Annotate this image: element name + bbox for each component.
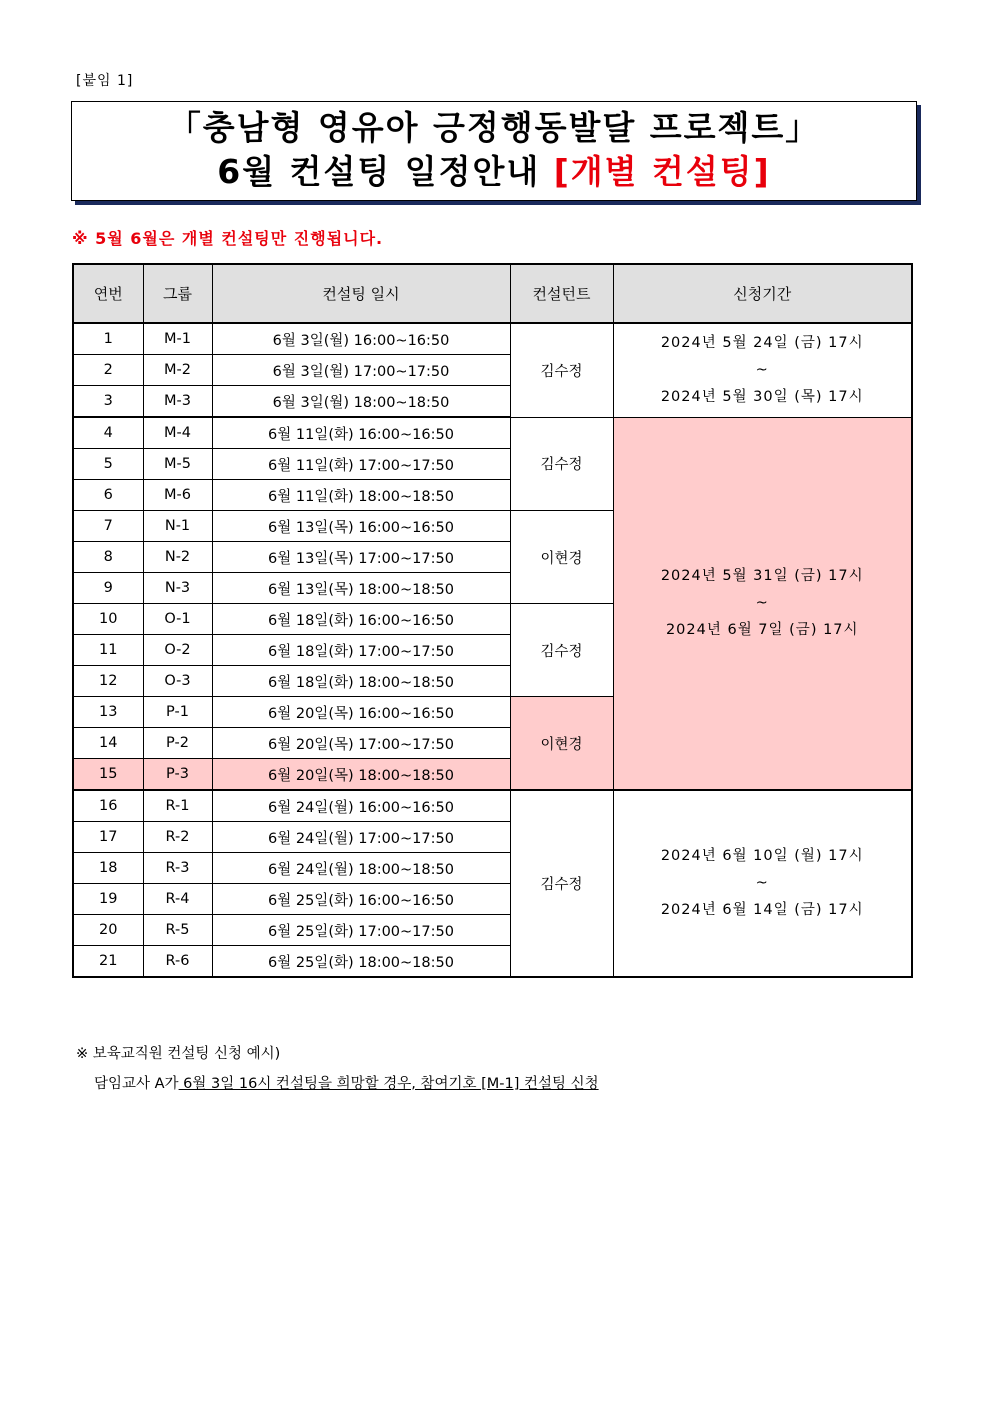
- header-datetime: 컨설팅 일시: [212, 264, 510, 323]
- cell-no: 4: [73, 417, 143, 449]
- cell-datetime: 6월 3일(월) 18:00~18:50: [212, 386, 510, 418]
- cell-no: 9: [73, 573, 143, 604]
- footer-line-1: ※ 보육교직원 컨설팅 신청 예시): [76, 1046, 281, 1062]
- cell-datetime: 6월 11일(화) 17:00~17:50: [212, 449, 510, 480]
- period-end: 2024년 5월 30일 (목) 17시: [660, 388, 864, 405]
- cell-group: P-1: [143, 697, 212, 728]
- cell-datetime: 6월 18일(화) 17:00~17:50: [212, 635, 510, 666]
- period-sep: ~: [755, 594, 769, 611]
- footer-line-2-underlined: 6월 3일 16시 컨설팅을 희망할 경우, 참여기호 [M-1] 컨설팅 신청: [178, 1076, 599, 1092]
- cell-no: 19: [73, 884, 143, 915]
- cell-group: R-4: [143, 884, 212, 915]
- table-row: [73, 790, 912, 822]
- period-start: 2024년 5월 31일 (금) 17시: [660, 567, 864, 584]
- period-sep: ~: [755, 875, 769, 891]
- footer-line-2: [76, 1069, 599, 1099]
- cell-group: R-6: [143, 946, 212, 978]
- attachment-label: [붙임 1]: [76, 73, 134, 89]
- cell-group: R-5: [143, 915, 212, 946]
- header-group: 그룹: [143, 264, 212, 323]
- cell-no: 15: [73, 759, 143, 791]
- title-line-2-main: 6월 컨설팅 일정안내: [217, 152, 554, 191]
- footer-note: [76, 1039, 599, 1099]
- period-end: 2024년 6월 14일 (금) 17시: [660, 902, 864, 918]
- cell-datetime: 6월 25일(화) 18:00~18:50: [212, 946, 510, 978]
- cell-consultant: 김수정: [510, 790, 613, 977]
- cell-group: M-3: [143, 386, 212, 418]
- cell-consultant: 김수정: [510, 417, 613, 511]
- cell-group: R-3: [143, 853, 212, 884]
- cell-period: [613, 323, 912, 417]
- cell-consultant: 김수정: [510, 604, 613, 697]
- title-line-2: [72, 150, 916, 194]
- cell-no: 3: [73, 386, 143, 418]
- cell-group: P-3: [143, 759, 212, 791]
- cell-no: 7: [73, 511, 143, 542]
- cell-no: 10: [73, 604, 143, 635]
- cell-group: O-3: [143, 666, 212, 697]
- cell-datetime: 6월 13일(목) 16:00~16:50: [212, 511, 510, 542]
- cell-no: 12: [73, 666, 143, 697]
- cell-datetime: 6월 18일(화) 16:00~16:50: [212, 604, 510, 635]
- footer-line-2-prefix: 담임교사 A가: [94, 1076, 179, 1092]
- cell-datetime: 6월 13일(목) 18:00~18:50: [212, 573, 510, 604]
- cell-datetime: 6월 20일(목) 16:00~16:50: [212, 697, 510, 728]
- cell-group: O-2: [143, 635, 212, 666]
- cell-datetime: 6월 3일(월) 17:00~17:50: [212, 355, 510, 386]
- title-box: [71, 101, 917, 201]
- cell-no: 18: [73, 853, 143, 884]
- cell-no: 16: [73, 790, 143, 822]
- cell-no: 11: [73, 635, 143, 666]
- cell-no: 5: [73, 449, 143, 480]
- period-sep: ~: [755, 361, 769, 378]
- cell-group: N-3: [143, 573, 212, 604]
- cell-datetime: 6월 24일(월) 18:00~18:50: [212, 853, 510, 884]
- cell-datetime: 6월 20일(목) 18:00~18:50: [212, 759, 510, 791]
- cell-group: M-5: [143, 449, 212, 480]
- cell-period: [613, 417, 912, 790]
- cell-group: M-1: [143, 323, 212, 355]
- cell-datetime: 6월 24일(월) 17:00~17:50: [212, 822, 510, 853]
- title-highlight: [개별 컨설팅]: [553, 152, 771, 191]
- cell-group: R-2: [143, 822, 212, 853]
- cell-consultant: 김수정: [510, 323, 613, 417]
- period-start: 2024년 6월 10일 (월) 17시: [660, 848, 864, 864]
- cell-period: [613, 790, 912, 977]
- cell-no: 14: [73, 728, 143, 759]
- cell-no: 8: [73, 542, 143, 573]
- cell-datetime: 6월 20일(목) 17:00~17:50: [212, 728, 510, 759]
- cell-datetime: 6월 25일(화) 16:00~16:50: [212, 884, 510, 915]
- cell-group: P-2: [143, 728, 212, 759]
- notice-text: ※ 5월 6월은 개별 컨설팅만 진행됩니다.: [72, 229, 384, 248]
- cell-group: O-1: [143, 604, 212, 635]
- cell-datetime: 6월 3일(월) 16:00~16:50: [212, 323, 510, 355]
- cell-no: 6: [73, 480, 143, 511]
- header-no: 연번: [73, 264, 143, 323]
- table-row: [73, 417, 912, 449]
- cell-group: N-2: [143, 542, 212, 573]
- cell-no: 21: [73, 946, 143, 978]
- cell-consultant: 이현경: [510, 697, 613, 791]
- cell-datetime: 6월 11일(화) 16:00~16:50: [212, 417, 510, 449]
- table-row: [73, 323, 912, 355]
- cell-group: M-2: [143, 355, 212, 386]
- schedule-table: [72, 263, 913, 978]
- cell-datetime: 6월 11일(화) 18:00~18:50: [212, 480, 510, 511]
- header-period: 신청기간: [613, 264, 912, 323]
- cell-datetime: 6월 13일(목) 17:00~17:50: [212, 542, 510, 573]
- cell-consultant: 이현경: [510, 511, 613, 604]
- period-end: 2024년 6월 7일 (금) 17시: [665, 621, 859, 638]
- title-line-1: 「충남형 영유아 긍정행동발달 프로젝트」: [167, 108, 821, 147]
- cell-datetime: 6월 18일(화) 18:00~18:50: [212, 666, 510, 697]
- period-start: 2024년 5월 24일 (금) 17시: [660, 334, 864, 351]
- cell-datetime: 6월 24일(월) 16:00~16:50: [212, 790, 510, 822]
- cell-group: R-1: [143, 790, 212, 822]
- header-consultant: 컨설턴트: [510, 264, 613, 323]
- cell-no: 13: [73, 697, 143, 728]
- cell-group: M-6: [143, 480, 212, 511]
- cell-no: 1: [73, 323, 143, 355]
- cell-no: 2: [73, 355, 143, 386]
- cell-datetime: 6월 25일(화) 17:00~17:50: [212, 915, 510, 946]
- cell-group: N-1: [143, 511, 212, 542]
- cell-no: 17: [73, 822, 143, 853]
- cell-group: M-4: [143, 417, 212, 449]
- cell-no: 20: [73, 915, 143, 946]
